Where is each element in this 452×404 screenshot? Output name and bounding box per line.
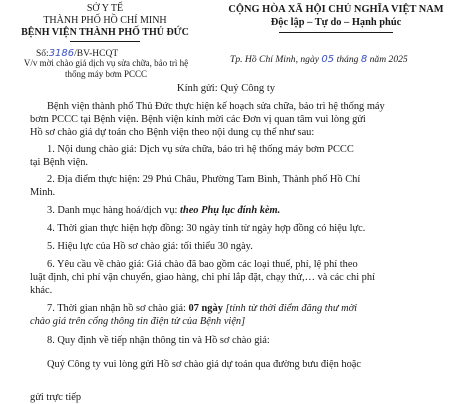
item-8: 8. Quy định về tiếp nhận thông tin và Hồ sơ chào giá:	[47, 335, 270, 346]
doc-no-suffix: /BV-HCQT	[74, 49, 119, 59]
subject-line-2: thống máy bơm PCCC	[64, 69, 148, 79]
closing-line-2: gửi trực tiếp	[30, 392, 82, 403]
hospital-name: BỆNH VIỆN THÀNH PHỐ THỦ ĐỨC	[21, 27, 189, 38]
item-7-note: [tính từ thời điểm đăng thư mời	[222, 303, 358, 314]
intro-line-3: Hồ sơ chào giá dự toán cho Bệnh viện theo nội dung cụ thể như sau:	[30, 127, 315, 138]
item-6-cont-2: khác.	[30, 285, 53, 296]
date-day: 05	[321, 54, 335, 65]
item-3	[47, 204, 280, 217]
item-6-cont-1: luật định, chi phí vận chuyển, giao hàng, chi phí lắp đặt, chạy thử,… và các chi phí	[30, 272, 375, 283]
motto-underline	[279, 32, 393, 33]
item-1-cont: tại Bệnh viện.	[30, 157, 89, 168]
hospital-underline	[70, 41, 140, 42]
item-1: 1. Nội dung chào giá: Dịch vụ sửa chữa, bảo trì hệ thống máy bơm PCCC	[47, 144, 354, 155]
doc-no-prefix: Số:	[36, 49, 49, 59]
date-prefix: Tp. Hồ Chí Minh, ngày	[230, 54, 320, 65]
item-7	[47, 302, 357, 315]
item-5: 5. Hiệu lực của Hồ sơ chào giá: tối thiểu 30 ngày.	[47, 241, 253, 252]
document-date	[230, 54, 408, 65]
national-motto: Độc lập – Tự do – Hạnh phúc	[270, 17, 402, 28]
item-3-value: theo Phụ lục đính kèm.	[180, 205, 281, 216]
item-2: 2. Địa điểm thực hiện: 29 Phú Châu, Phường Tam Bình, Thành phố Hồ Chí	[47, 174, 361, 185]
item-7-value: 07 ngày	[188, 303, 223, 314]
item-4: 4. Thời gian thực hiện hợp đồng: 30 ngày tính từ ngày hợp đồng có hiệu lực.	[47, 223, 366, 234]
date-year: năm 2025	[369, 54, 408, 65]
item-2-cont: Minh.	[30, 187, 56, 198]
closing-line-1: Quý Công ty vui lòng gửi Hồ sơ chào giá dự toán qua đường bưu điện hoặc	[47, 359, 362, 370]
city-name: THÀNH PHỐ HỒ CHÍ MINH	[43, 15, 167, 26]
subject-line-1: V/v mời chào giá dịch vụ sửa chữa, bảo trì hệ	[23, 58, 189, 68]
intro-line-2: bơm PCCC tại Bệnh viện. Bệnh viện kính mời các Đơn vị quan tâm vui lòng gửi	[30, 114, 366, 125]
recipient: Kính gửi: Quý Công ty	[176, 83, 276, 94]
item-7-label: 7. Thời gian nhận hồ sơ chào giá:	[47, 303, 189, 314]
nation-title: CỘNG HÒA XÃ HỘI CHỦ NGHĨA VIỆT NAM	[228, 4, 444, 15]
ministry-name: SỞ Y TẾ	[86, 3, 124, 14]
item-7-note-cont: chào giá trên cổng thông tin điện tử của Bệnh viện]	[30, 316, 246, 327]
item-3-label: 3. Danh mục hàng hoá/dịch vụ:	[47, 205, 181, 216]
date-month-label: tháng	[336, 54, 359, 65]
date-month: 8	[360, 54, 368, 65]
intro-line-1: Bệnh viện thành phố Thủ Đức thực hiện kế hoạch sửa chữa, bảo trì hệ thống máy	[47, 101, 385, 112]
doc-no-handwritten: 3186	[48, 48, 75, 59]
item-6: 6. Yêu cầu về chào giá: Giá chào đã bao gồm các loại thuế, phí, lệ phí theo	[47, 259, 358, 270]
